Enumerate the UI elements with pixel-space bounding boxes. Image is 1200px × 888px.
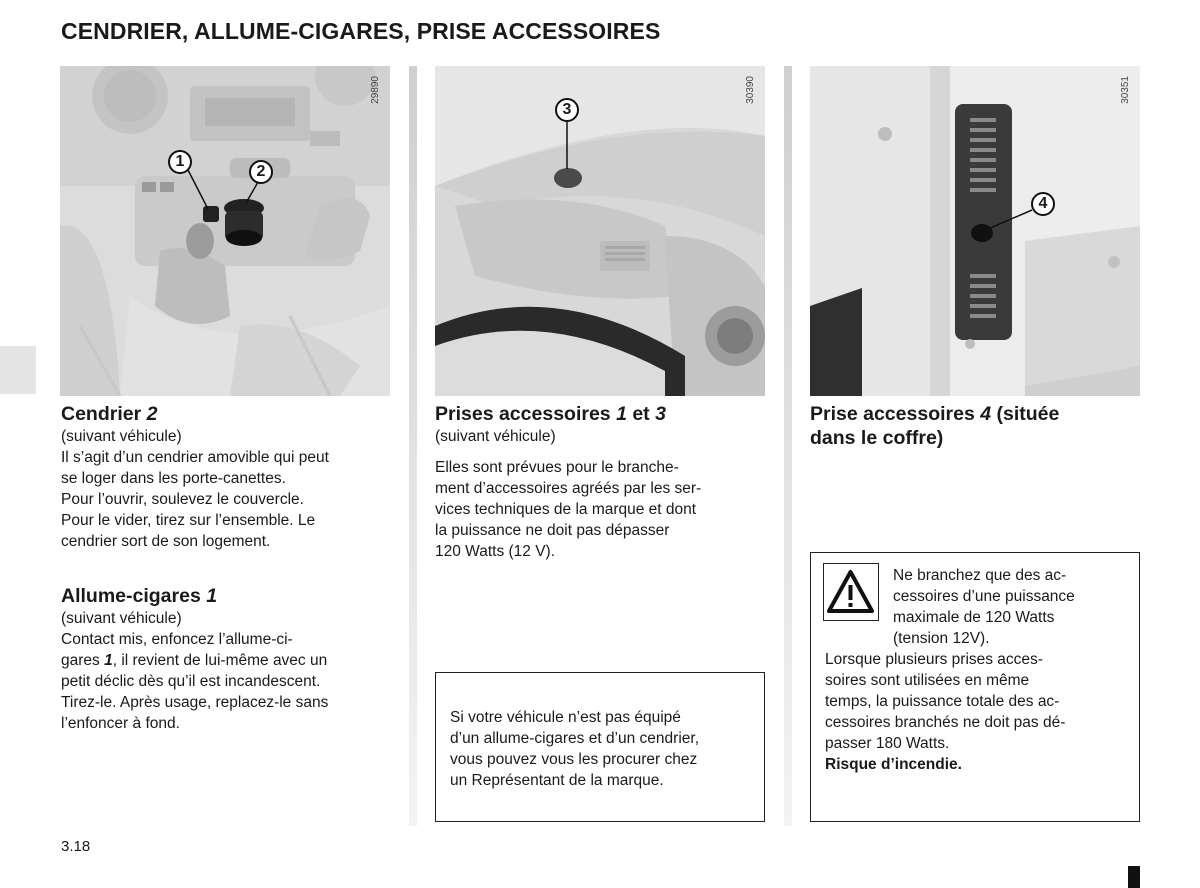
callout-2: 2 — [249, 160, 273, 184]
photo-accessory-socket-dashboard — [435, 66, 765, 396]
heading-prises-accessoires: Prises accessoires 1 et 3 — [435, 403, 666, 425]
corner-mark — [1128, 866, 1140, 888]
callout-3: 3 — [555, 98, 579, 122]
image-reference-number: 29890 — [370, 76, 381, 104]
chapter-tab — [0, 346, 36, 394]
cendrier-body: Il s’agit d’un cendrier amovible qui peut se loger dans les porte-canettes. Pour l’ouvrir, soulevez le couvercle. Pour le vider, tirez sur l’ensemble. Le cendrier sort de son logement. — [61, 449, 329, 550]
column-separator — [409, 66, 417, 826]
warning-triangle-icon — [823, 563, 879, 621]
page-title: CENDRIER, ALLUME-CIGARES, PRISE ACCESSOIRES — [61, 18, 661, 44]
heading-prise-accessoires-4: Prise accessoires 4 (située dans le coffre) — [810, 403, 1060, 449]
prises-body: Elles sont prévues pour le branche- ment d’accessoires agréés par les ser- vices techniques de la marque et dont la puissance ne doit pas dépasser 120 Watts (12 V). — [435, 459, 702, 560]
allume-subtitle: (suivant véhicule) — [61, 610, 182, 627]
callout-4: 4 — [1031, 192, 1055, 216]
photo-ashtray-cigar-lighter — [60, 66, 390, 396]
cendrier-subtitle: (suivant véhicule) — [61, 428, 182, 445]
heading-cendrier: Cendrier 2 — [61, 403, 158, 425]
allume-body: Contact mis, enfoncez l’allume-ci- gares 1, il revient de lui-même avec un petit déclic dès qu’il est incandescent. Tirez-le. Après usage, replacez-le sans l’enfoncer à fond. — [61, 631, 329, 732]
image-reference-number: 30390 — [745, 76, 756, 104]
photo-accessory-socket-boot — [810, 66, 1140, 396]
note-text: Si votre véhicule n’est pas équipé d’un allume-cigares et d’un cendrier, vous pouvez vous les procurer chez un Représentant de la marque. — [450, 709, 699, 789]
prises-subtitle: (suivant véhicule) — [435, 428, 556, 445]
page-number: 3.18 — [61, 838, 91, 855]
heading-allume-cigares: Allume-cigares 1 — [61, 585, 218, 607]
warning-text-top: Ne branchez que des ac- cessoires d’une puissance maximale de 120 Watts (tension 12V). — [893, 567, 1075, 647]
column-separator — [784, 66, 792, 826]
image-reference-number: 30351 — [1120, 76, 1131, 104]
callout-1: 1 — [168, 150, 192, 174]
warning-text: Lorsque plusieurs prises acces- soires sont utilisées en même temps, la puissance totale des ac- cessoires branchés ne doit pas dé- passer 180 Watts. Risque d’incendie. — [825, 651, 1066, 773]
